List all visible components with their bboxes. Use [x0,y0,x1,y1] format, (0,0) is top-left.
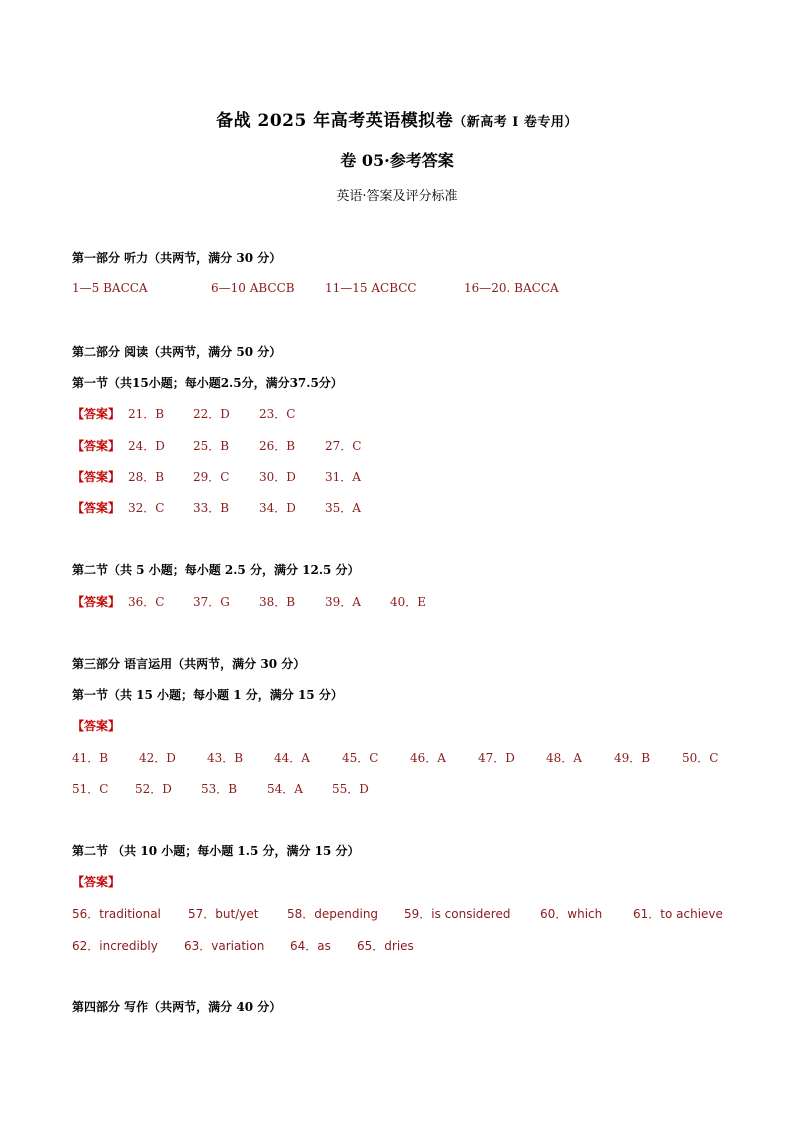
answer-item: 60．which [540,907,603,921]
answer-item: 63．variation [184,939,265,953]
answer-item: 32．C [128,501,165,515]
part1-answer-4: 16—20. BACCA [464,281,559,295]
answer-item: 48．A [546,751,582,765]
part3-sec2-heading: 第二节 （共 10 小题；每小题 1.5 分，满分 15 分） [72,844,360,858]
answer-item: 26．B [259,439,296,453]
answer-tag: 【答案】 [72,407,121,421]
answer-item: 29．C [193,470,230,484]
answer-item: 57．but/yet [188,907,259,921]
answer-item: 36．C [128,595,165,609]
part2-sec1-heading: 第一节（共15小题；每小题2.5分，满分37.5分） [72,376,343,390]
answer-item: 50．C [682,751,719,765]
answer-tag: 【答案】 [72,470,121,484]
part3-sec1-heading: 第一节（共 15 小题；每小题 1 分，满分 15 分） [72,688,343,702]
answer-item: 41．B [72,751,109,765]
part2-sec2-heading: 第二节（共 5 小题；每小题 2.5 分，满分 12.5 分） [72,563,360,577]
answer-item: 61．to achieve [633,907,723,921]
answer-item: 55．D [332,782,369,796]
part1-heading: 第一部分 听力（共两节，满分 30 分） [72,251,282,265]
answer-item: 62．incredibly [72,939,158,953]
answer-item: 23．C [259,407,296,421]
answer-item: 24．D [128,439,165,453]
answer-item: 52．D [135,782,172,796]
title-main: 备战 2025 年高考英语模拟卷 [216,111,454,131]
answer-item: 40．E [390,595,427,609]
page-subtitle: 卷 05·参考答案 [340,151,454,170]
title-paren: （新高考 I 卷专用） [453,115,578,130]
answer-item: 21．B [128,407,165,421]
answer-item: 31．A [325,470,361,484]
answer-item: 49．B [614,751,651,765]
answer-item: 65．dries [357,939,414,953]
answer-item: 34．D [259,501,296,515]
part1-answer-1: 1—5 BACCA [72,281,148,295]
answer-item: 39．A [325,595,361,609]
answer-item: 27．C [325,439,362,453]
answer-item: 45．C [342,751,379,765]
page-caption: 英语·答案及评分标准 [336,189,458,204]
answer-item: 35．A [325,501,361,515]
part1-answer-3: 11—15 ACBCC [325,281,417,295]
answer-item: 22．D [193,407,230,421]
answer-item: 59．is considered [404,907,511,921]
answer-item: 54．A [267,782,303,796]
answer-item: 44．A [274,751,310,765]
answer-item: 25．B [193,439,230,453]
answer-tag: 【答案】 [72,501,121,515]
answer-item: 37．G [193,595,230,609]
answer-item: 33．B [193,501,230,515]
answer-tag: 【答案】 [72,439,121,453]
answer-item: 47．D [478,751,515,765]
answer-item: 42．D [139,751,176,765]
answer-item: 38．B [259,595,296,609]
answer-item: 53．B [201,782,238,796]
answer-tag: 【答案】 [72,595,121,609]
answer-item: 58．depending [287,907,379,921]
answer-item: 46．A [410,751,446,765]
answer-item: 64．as [290,939,331,953]
part4-heading: 第四部分 写作（共两节，满分 40 分） [72,1000,282,1014]
answer-item: 56．traditional [72,907,161,921]
part1-answer-2: 6—10 ABCCB [211,281,295,295]
answer-tag: 【答案】 [72,719,121,733]
answer-tag: 【答案】 [72,875,121,889]
part3-heading: 第三部分 语言运用（共两节，满分 30 分） [72,657,306,671]
answer-item: 51．C [72,782,109,796]
page-title [0,106,794,131]
part2-heading: 第二部分 阅读（共两节，满分 50 分） [72,345,282,359]
answer-item: 43．B [207,751,244,765]
answer-item: 30．D [259,470,296,484]
answer-item: 28．B [128,470,165,484]
